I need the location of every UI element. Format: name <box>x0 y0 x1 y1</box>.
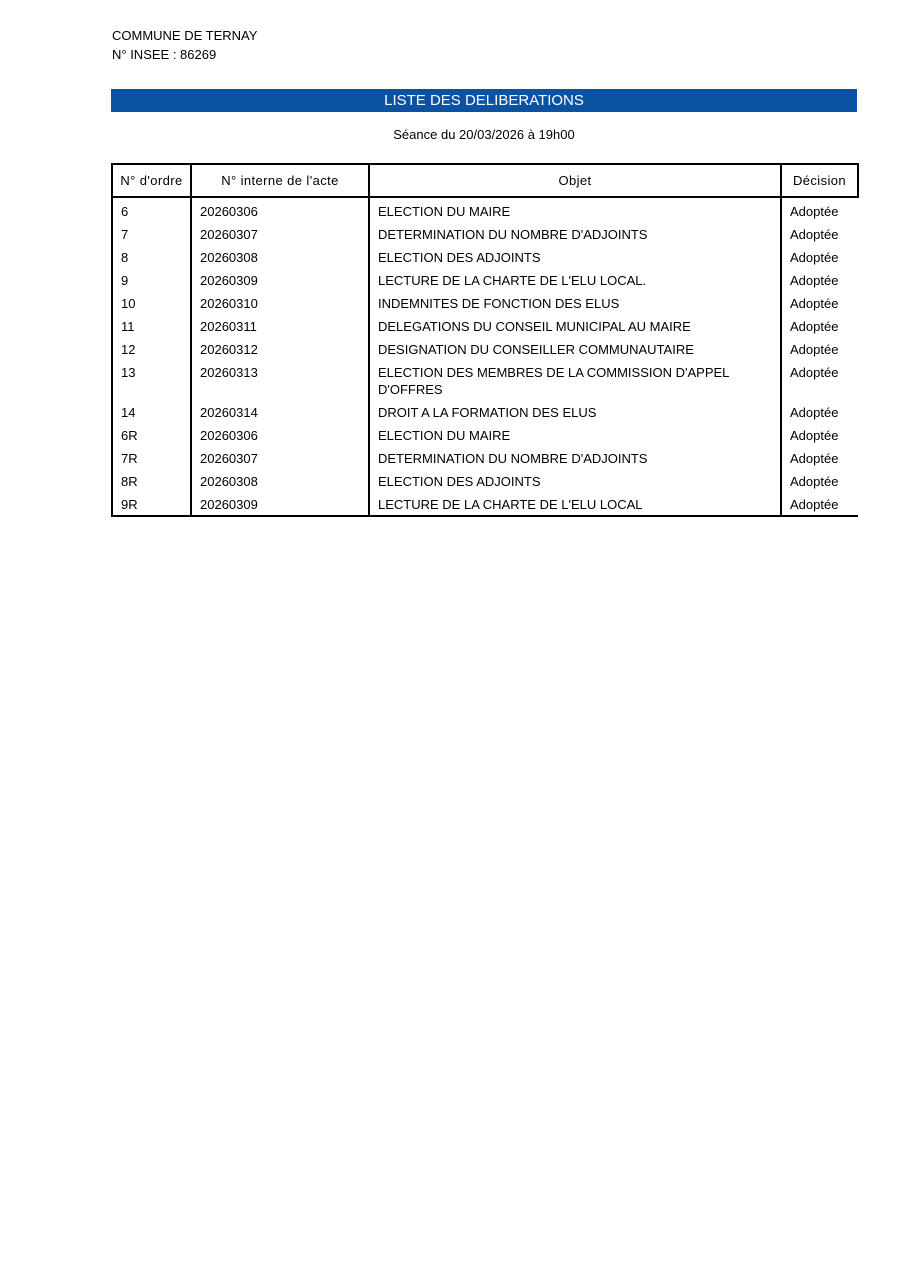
table-row <box>112 223 858 246</box>
table-row <box>112 197 858 223</box>
cell-object: DETERMINATION DU NOMBRE D'ADJOINTS <box>369 223 781 246</box>
table-row <box>112 447 858 470</box>
cell-order: 6R <box>112 424 191 447</box>
cell-decision: Adoptée <box>790 428 839 443</box>
cell-object: ELECTION DU MAIRE <box>369 197 781 223</box>
table-row <box>112 292 858 315</box>
page-title: LISTE DES DELIBERATIONS <box>111 89 857 112</box>
cell-object: DESIGNATION DU CONSEILLER COMMUNAUTAIRE <box>369 338 781 361</box>
cell-object: ELECTION DES ADJOINTS <box>369 470 781 493</box>
table-body <box>112 197 858 516</box>
cell-decision: Adoptée <box>790 497 839 512</box>
cell-order: 9 <box>112 269 191 292</box>
commune-name: COMMUNE DE TERNAY <box>112 28 258 43</box>
cell-order: 14 <box>112 401 191 424</box>
cell-internal-number: 20260309 <box>191 493 369 516</box>
cell-internal-number: 20260306 <box>191 197 369 223</box>
cell-order: 13 <box>112 361 191 401</box>
table-row <box>112 401 858 424</box>
cell-internal-number: 20260313 <box>191 361 369 401</box>
cell-decision: Adoptée <box>790 273 839 288</box>
cell-internal-number: 20260308 <box>191 246 369 269</box>
cell-object: DETERMINATION DU NOMBRE D'ADJOINTS <box>369 447 781 470</box>
cell-internal-number: 20260314 <box>191 401 369 424</box>
cell-object: ELECTION DES ADJOINTS <box>369 246 781 269</box>
cell-order: 8 <box>112 246 191 269</box>
insee-number: N° INSEE : 86269 <box>112 47 217 62</box>
table-row <box>112 361 858 401</box>
cell-order: 7 <box>112 223 191 246</box>
table-row <box>112 315 858 338</box>
cell-internal-number: 20260310 <box>191 292 369 315</box>
cell-object: DROIT A LA FORMATION DES ELUS <box>369 401 781 424</box>
cell-order: 9R <box>112 493 191 516</box>
cell-object: DELEGATIONS DU CONSEIL MUNICIPAL AU MAIRE <box>369 315 781 338</box>
cell-object: LECTURE DE LA CHARTE DE L'ELU LOCAL <box>369 493 781 516</box>
cell-decision: Adoptée <box>790 365 839 380</box>
cell-internal-number: 20260306 <box>191 424 369 447</box>
cell-object: LECTURE DE LA CHARTE DE L'ELU LOCAL. <box>369 269 781 292</box>
table-row <box>112 246 858 269</box>
column-header-order: N° d'ordre <box>112 164 191 197</box>
document-header <box>112 26 257 64</box>
cell-decision: Adoptée <box>790 227 839 242</box>
cell-decision: Adoptée <box>790 250 839 265</box>
deliberations-table <box>111 163 859 517</box>
cell-order: 7R <box>112 447 191 470</box>
table-row <box>112 424 858 447</box>
table-header-row <box>112 164 858 197</box>
cell-object: ELECTION DES MEMBRES DE LA COMMISSION D'APPEL D'OFFRES <box>369 361 781 401</box>
cell-object: INDEMNITES DE FONCTION DES ELUS <box>369 292 781 315</box>
table-row <box>112 493 858 516</box>
session-date: Séance du 20/03/2026 à 19h00 <box>393 127 575 142</box>
cell-internal-number: 20260307 <box>191 223 369 246</box>
cell-order: 10 <box>112 292 191 315</box>
cell-order: 12 <box>112 338 191 361</box>
cell-decision: Adoptée <box>790 451 839 466</box>
cell-order: 11 <box>112 315 191 338</box>
cell-internal-number: 20260308 <box>191 470 369 493</box>
column-header-decision: Décision <box>781 164 858 197</box>
cell-internal-number: 20260309 <box>191 269 369 292</box>
cell-decision: Adoptée <box>790 204 839 219</box>
column-header-object: Objet <box>369 164 781 197</box>
cell-decision: Adoptée <box>790 296 839 311</box>
cell-decision: Adoptée <box>790 342 839 357</box>
cell-decision: Adoptée <box>790 319 839 334</box>
cell-order: 8R <box>112 470 191 493</box>
column-header-internal-number: N° interne de l'acte <box>191 164 369 197</box>
cell-decision: Adoptée <box>790 405 839 420</box>
table-row <box>112 338 858 361</box>
cell-object: ELECTION DU MAIRE <box>369 424 781 447</box>
cell-decision: Adoptée <box>790 474 839 489</box>
cell-order: 6 <box>112 197 191 223</box>
table-row <box>112 269 858 292</box>
cell-internal-number: 20260311 <box>191 315 369 338</box>
cell-internal-number: 20260312 <box>191 338 369 361</box>
cell-internal-number: 20260307 <box>191 447 369 470</box>
table-row <box>112 470 858 493</box>
